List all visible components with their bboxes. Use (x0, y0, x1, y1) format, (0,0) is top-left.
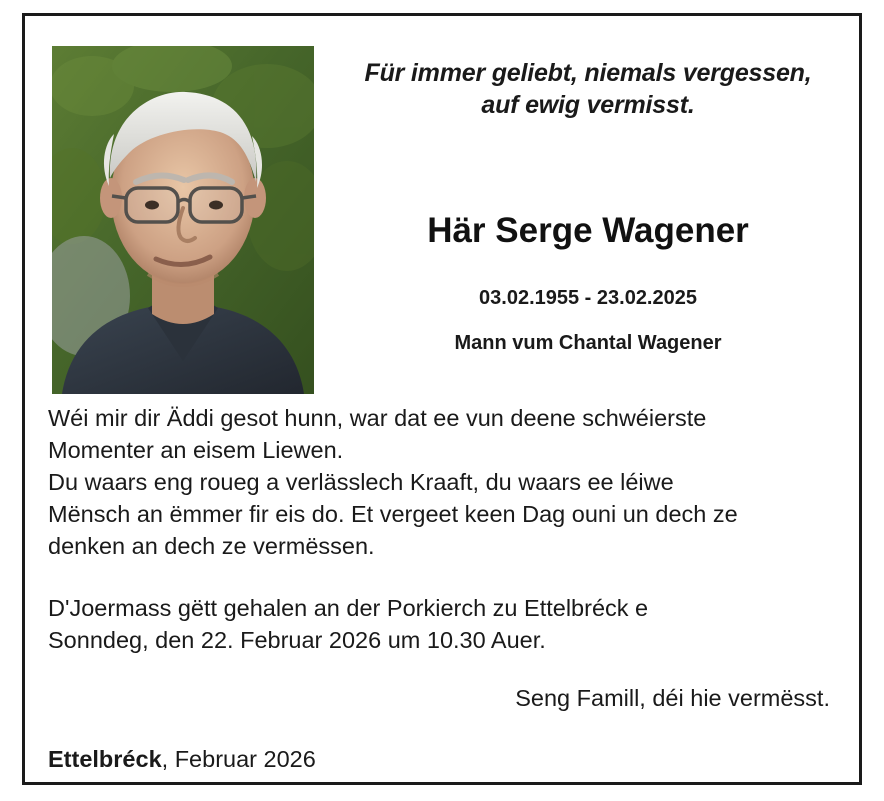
portrait-photo (52, 46, 314, 394)
paragraph-1-line-3: Du waars eng roueg a verlässlech Kraaft, du waars ee léiwe (48, 468, 674, 495)
notice-content (48, 40, 838, 772)
life-dates: 03.02.1955 - 23.02.2025 (479, 287, 697, 309)
signature-date: , Februar 2026 (161, 745, 316, 772)
header-region (48, 40, 838, 395)
paragraph-1-line-4: Mënsch an ëmmer fir eis do. Et vergeet keen Dag ouni un dech ze (48, 500, 738, 527)
epitaph-line-2: auf ewig vermisst. (481, 90, 695, 119)
paragraph-1-line-2: Momenter an eisem Liewen. (48, 436, 344, 463)
relation-line: Mann vum Chantal Wagener (454, 332, 722, 354)
header-text-block (338, 40, 838, 355)
deceased-name: Här Serge Wagener (427, 211, 749, 250)
signature-line (48, 746, 838, 773)
signature-place: Ettelbréck (48, 745, 162, 772)
body-text (48, 403, 838, 657)
paragraph-spacer (48, 563, 838, 593)
paragraph-2-line-1: D'Joermass gëtt gehalen an der Porkierch zu Ettelbréck e (48, 594, 649, 621)
epitaph-line-1: Für immer geliebt, niemals vergessen, (364, 59, 812, 87)
paragraph-1-line-1: Wéi mir dir Äddi gesot hunn, war dat ee vun deene schwéierste (48, 405, 707, 431)
paragraph-2-line-2: Sonndeg, den 22. Februar 2026 um 10.30 Auer. (48, 626, 546, 653)
epitaph (338, 58, 838, 121)
closing-line: Seng Famill, déi hie vermësst. (515, 684, 830, 711)
paragraph-1-line-5: denken an dech ze vermëssen. (48, 532, 375, 559)
